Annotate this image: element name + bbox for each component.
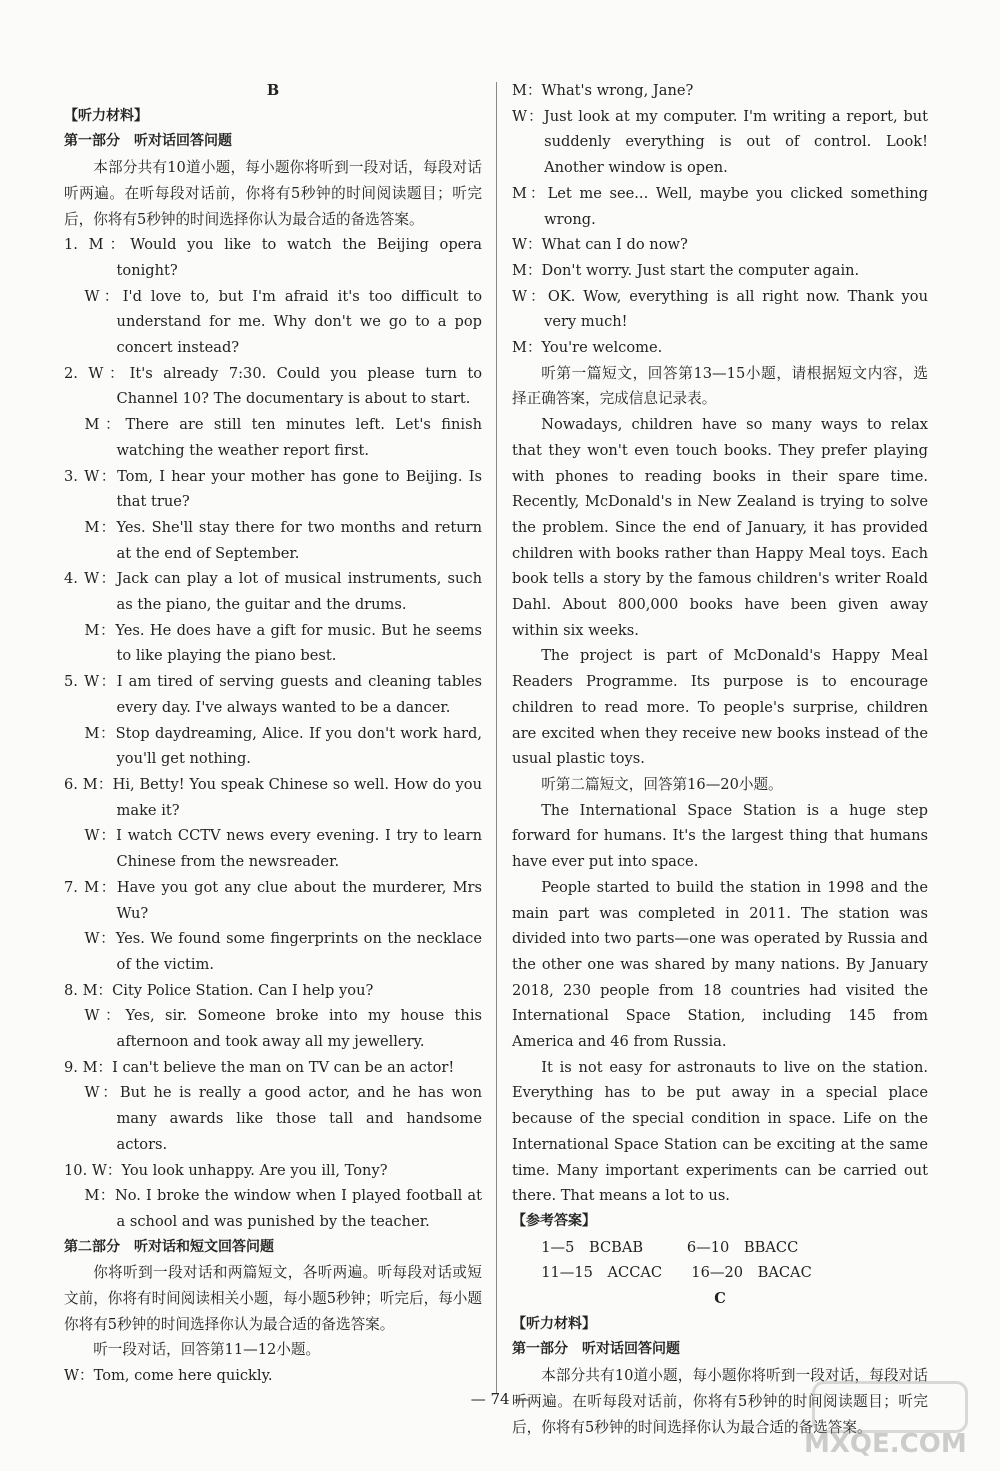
dialogue-4: 4. W：Jack can play a lot of musical instruments, such as the piano, the guitar and the drums. M：Yes. He does have a gift for music. But he seems to like playing the piano best. <box>64 570 482 665</box>
dialog-line: W：Just look at my computer. I'm writing a report, but suddenly everything is out of control. Look! Another window is open. <box>512 107 928 177</box>
dialog-line: W：OK. Wow, everything is all right now. Thank you very much! <box>512 287 928 331</box>
passage2-paragraph-3: It is not easy for astronauts to live on the station. Everything has to be put away in a special place because of the special condition in space. Life on the International Space Station can be exciting at the same time. Many important experiments can be carried out there. That means a lot to us. <box>512 1058 928 1205</box>
dialogue-5: 5. W：I am tired of serving guests and cleaning tables every day. I've always wanted to be a dancer. M：Stop daydreaming, Alice. If you don't work hard, you'll get nothing. <box>64 673 482 768</box>
dialog-line: W：What can I do now? <box>512 236 688 254</box>
dialogue-6: 6. M：Hi, Betty! You speak Chinese so well. How do you make it? W：I watch CCTV news every evening. I try to learn Chinese from the newsreader. <box>64 775 482 871</box>
passage2-paragraph-2: People started to build the station in 1998 and the main part was completed in 2011. The station was divided into two parts—one was operated by Russia and the other one was shared by many nations. By January 2018, 230 people from 18 countries had visited the International Space Station, including 145 from America and 46 from Russia. <box>512 878 928 1051</box>
watermark-logo <box>798 1381 978 1461</box>
part2-intro: 你将听到一段对话和两篇短文，各听两遍。听每段对话或短文前，你将有时间阅读相关小题，每小题5秒钟；听完后，每小题你将有5秒钟的时间选择你认为最合适的备选答案。 <box>64 1264 482 1333</box>
dialog-first-line: W：Tom, come here quickly. <box>64 1367 273 1385</box>
section-b-heading: B <box>266 82 280 99</box>
watermark-badge-icon <box>812 1381 968 1433</box>
left-column <box>64 78 482 1389</box>
dialogue-9: 9. M：I can't believe the man on TV can be an actor! W：But he is really a good actor, and he has won many awards like those tall and handsome actors. <box>64 1058 482 1153</box>
dialog-11-12-intro: 听一段对话，回答第11—12小题。 <box>93 1341 321 1359</box>
dialogue-7: 7. M：Have you got any clue about the murderer, Mrs Wu? W：Yes. We found some fingerprints on the necklace of the victim. <box>64 878 482 973</box>
part2-title: 第二部分 听对话和短文回答问题 <box>64 1238 274 1255</box>
answers-row-2: 11—15 ACCAC 16—20 BACAC <box>541 1264 812 1282</box>
part1-intro-c: 本部分共有10道小题，每小题你将听到一段对话，每段对话听两遍。在听每段对话前，你将有5秒钟的时间阅读题目；听完后，你将有5秒钟的时间选择你认为最合适的备选答案。 <box>512 1367 928 1436</box>
section-c-heading: C <box>714 1290 726 1308</box>
part1-title-c: 第一部分 听对话回答问题 <box>512 1341 680 1358</box>
passage1-intro: 听第一篇短文，回答第13—15小题，请根据短文内容，选择正确答案，完成信息记录表。 <box>512 364 928 408</box>
dialog-line: M：Let me see... Well, maybe you clicked something wrong. <box>512 184 928 228</box>
dialogue-10: 10. W：You look unhappy. Are you ill, Tony? M：No. I broke the window when I played football at a school and was punished by the teacher. <box>64 1161 482 1230</box>
part1-title: 第一部分 听对话回答问题 <box>64 133 232 150</box>
column-divider <box>496 82 497 1394</box>
dialogue-2: 2. W：It's already 7:30. Could you please turn to Channel 10? The documentary is about to start. M：There are still ten minutes left. Let's finish watching the weather report first. <box>64 364 482 459</box>
listening-material-label: 【听力材料】 <box>64 107 148 124</box>
passage1-paragraph-1: Nowadays, children have so many ways to relax that they won't even touch books. They prefer playing with phones to reading books in their spare time. Recently, McDonald's in New Zealand is trying to solve the problem. Since the end of January, it has provided children with books rather than Happy Meal toys. Each book tells a story by the famous children's writer Roald Dahl. About 800,000 books have been given away within six weeks. <box>512 416 928 639</box>
passage2-paragraph-1: The International Space Station is a huge step forward for humans. It's the largest thing that humans have ever put into space. <box>512 801 928 871</box>
listening-material-label-c: 【听力材料】 <box>512 1315 596 1332</box>
watermark-text: MXQE.COM <box>804 1429 967 1459</box>
answers-title: 【参考答案】 <box>512 1212 596 1229</box>
dialog-line: M：Don't worry. Just start the computer again. <box>512 261 860 279</box>
dialog-line: M：What's wrong, Jane? <box>512 82 694 99</box>
passage2-intro: 听第二篇短文，回答第16—20小题。 <box>541 775 783 793</box>
right-column <box>512 78 928 1440</box>
dialog-line: M：You're welcome. <box>512 339 663 357</box>
page-number: — 74 — <box>470 1390 530 1408</box>
answers-row-1: 1—5 BCBAB 6—10 BBACC <box>541 1238 799 1256</box>
passage1-paragraph-2: The project is part of McDonald's Happy Meal Readers Programme. Its purpose is to encourage children to read more. To people's surprise, children are excited when they receive new books instead of the usual plastic toys. <box>512 647 928 768</box>
dialogue-3: 3. W：Tom, I hear your mother has gone to Beijing. Is that true? M：Yes. She'll stay there for two months and return at the end of September. <box>64 467 482 562</box>
dialogue-1: 1. M：Would you like to watch the Beijing opera tonight? W：I'd love to, but I'm afraid it's too difficult to understand for me. Why don't we go to a pop concert instead? <box>64 236 482 357</box>
part1-intro: 本部分共有10道小题，每小题你将听到一段对话，每段对话听两遍。在听每段对话前，你将有5秒钟的时间阅读题目；听完后，你将有5秒钟的时间选择你认为最合适的备选答案。 <box>64 159 482 228</box>
dialogue-8: 8. M：City Police Station. Can I help you? W：Yes, sir. Someone broke into my house this afternoon and took away all my jewellery. <box>64 981 482 1051</box>
